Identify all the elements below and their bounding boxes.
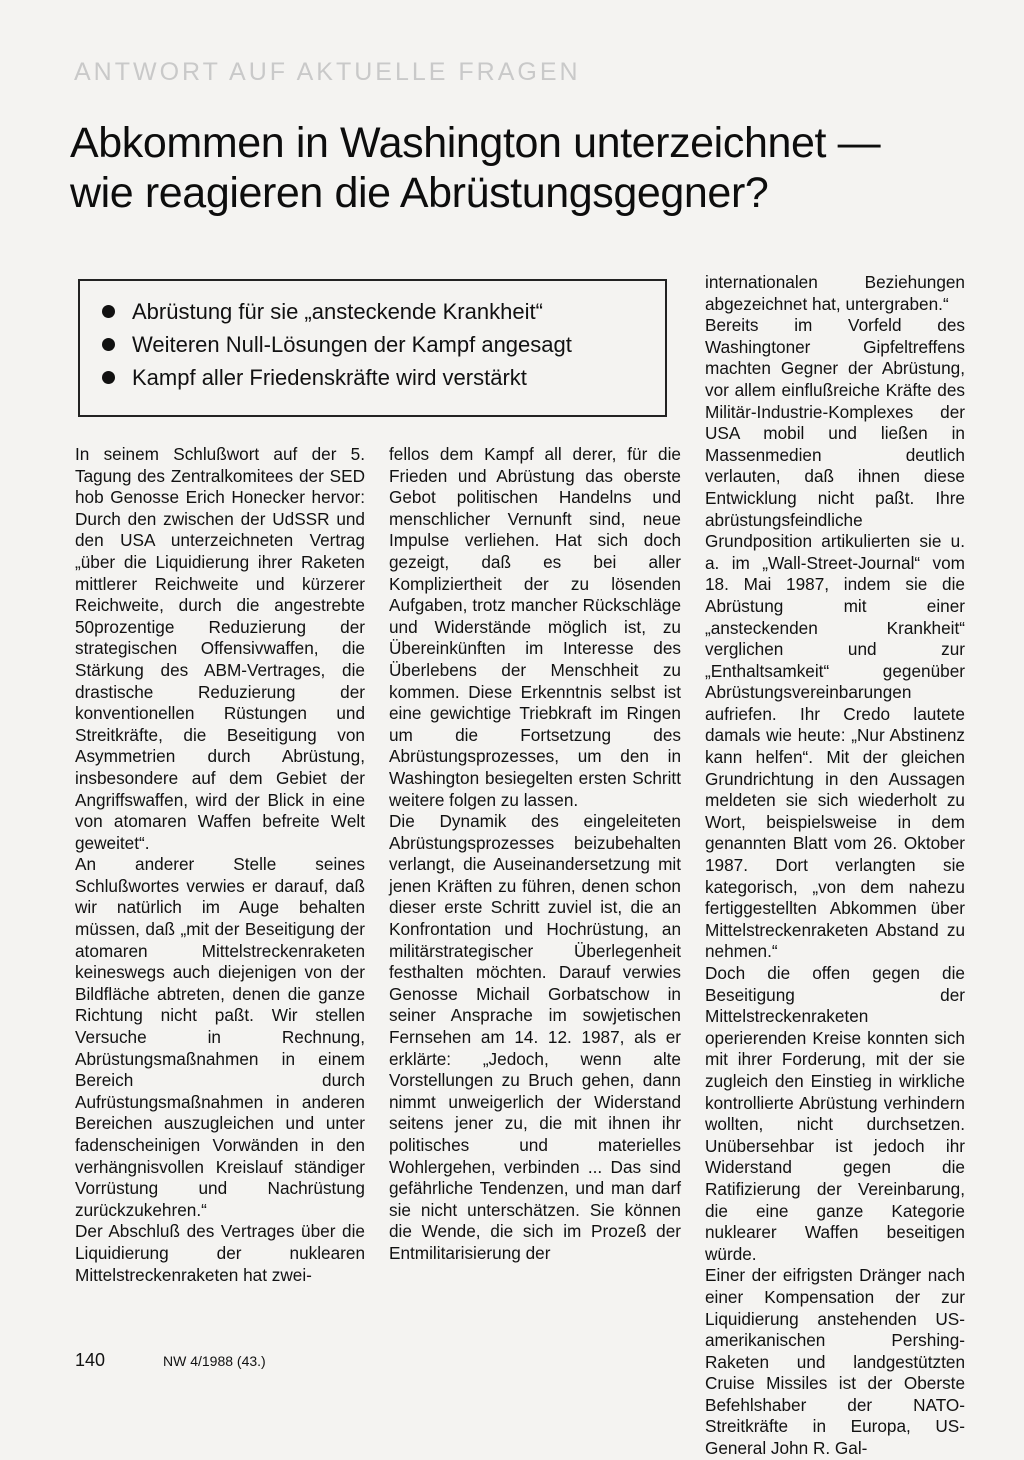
summary-item: [100, 328, 665, 361]
paragraph: Die Dynamik des eingeleiteten Abrüstungsprozesses beizubehalten verlangt, die Auseinandersetzung mit jenen Kräften zu führen, denen schon dieser erste Schritt zuviel ist, die an Konfrontation und Hochrüstung, an militärstrategischer Überlegenheit festhalten möchten. Darauf verwies Genosse Michail Gorbatschow in seiner Ansprache im sowjetischen Fernsehen am 14. 12. 1987, als er erklärte: „Jedoch, wenn alte Vorstellungen zu Bruch gehen, dann nimmt unweigerlich der Widerstand seitens jener zu, die mit ihnen ihr politisches und materielles Wohlergehen, verbinden ... Das sind gefährliche Tendenzen, und man darf sie nicht unterschätzen. Sie können die Wende, die sich im Prozeß der Entmilitarisierung der: [389, 811, 681, 1263]
paragraph: fellos dem Kampf all derer, für die Frieden und Abrüstung das oberste Gebot politischen Handelns und menschlicher Vernunft sind, neue Impulse verliehen. Hat sich doch gezeigt, daß es bei aller Kompliziertheit der zu lösenden Aufgaben, trotz mancher Rückschläge und Widerstände möglich ist, zu Übereinkünften im Interesse des Überlebens der Menschheit zu kommen. Diese Erkenntnis selbst ist eine gewichtige Triebkraft im Ringen um die Fortsetzung des Abrüstungsprozesses, um den in Washington besiegelten ersten Schritt weitere folgen zu lassen.: [389, 444, 681, 810]
page-number: 140: [75, 1350, 106, 1370]
summary-item-text: Kampf aller Friedenskräfte wird verstärkt: [132, 365, 527, 390]
bullet-icon: [102, 305, 115, 318]
paragraph: Der Abschluß des Vertrages über die Liquidierung der nuklearen Mittelstreckenraketen hat zwei-: [75, 1221, 365, 1285]
bullet-icon: [102, 338, 115, 351]
article-column-2: [389, 444, 681, 1265]
paragraph: internationalen Beziehungen abgezeichnet hat, untergraben.“: [705, 272, 965, 314]
summary-item-text: Weiteren Null-Lösungen der Kampf angesagt: [132, 332, 572, 357]
summary-box: [78, 279, 667, 417]
headline-line-2: wie reagieren die Abrüstungsgegner?: [70, 169, 769, 217]
article-column-3: [705, 272, 965, 1460]
summary-item-text: Abrüstung für sie „ansteckende Krankheit“: [132, 299, 543, 324]
paragraph: Bereits im Vorfeld des Washingtoner Gipfeltreffens machten Gegner der Abrüstung, vor allem einflußreiche Kräfte des Militär-Industrie-Komplexes der USA mobil und ließen in Massenmedien deutlich verlauten, daß ihnen diese Entwicklung nicht paßt. Ihre abrüstungsfeindliche Grundposition artikulierten sie u. a. im „Wall-Street-Journal“ vom 18. Mai 1987, indem sie die Abrüstung mit einer „ansteckenden Krankheit“ verglichen und zur „Enthaltsamkeit“ gegenüber Abrüstungsvereinbarungen aufriefen. Ihr Credo lautete damals wie heute: „Nur Abstinenz kann helfen“. Mit der gleichen Grundrichtung in den Aussagen meldeten sie sich wiederholt zu Wort, beispielsweise in dem genannten Blatt vom 26. Oktober 1987. Dort verlangten sie kategorisch, „von dem nahezu fertiggestellten Abkommen über Mittelstreckenraketen Abstand zu nehmen.“: [705, 315, 965, 962]
section-kicker: ANTWORT AUF AKTUELLE FRAGEN: [74, 58, 581, 86]
article-column-1: [75, 444, 365, 1286]
paragraph: Doch die offen gegen die Beseitigung der Mittelstreckenraketen operierenden Kreise konnten sich mit ihrer Forderung, mit der sie zugleich den Einstieg in wirkliche kontrollierte Abrüstung verhindern wollten, nicht durchsetzen. Unübersehbar ist jedoch ihr Widerstand gegen die Ratifizierung der Vereinbarung, die eine ganze Kategorie nuklearer Waffen beseitigen würde.: [705, 963, 965, 1264]
headline-line-1: Abkommen in Washington unterzeichnet —: [70, 119, 881, 167]
paragraph: Einer der eifrigsten Dränger nach einer Kompensation der zur Liquidierung anstehenden US-amerikanischen Pershing-Raketen und landgestützten Cruise Missiles ist der Oberste Befehlshaber der NATO-Streitkräfte in Europa, US-General John R. Gal-: [705, 1265, 965, 1459]
summary-item: [100, 295, 665, 328]
article-headline: [70, 118, 990, 218]
issue-reference: NW 4/1988 (43.): [163, 1353, 266, 1369]
paragraph: In seinem Schlußwort auf der 5. Tagung des Zentralkomitees der SED hob Genosse Erich Honecker hervor: Durch den zwischen der UdSSR und den USA unterzeichneten Vertrag „über die Liquidierung ihrer Raketen mittlerer Reichweite und kürzerer Reichweite, durch die angestrebte 50prozentige Reduzierung der strategischen Offensivwaffen, die Stärkung des ABM-Vertrages, die drastische Reduzierung der konventionellen Rüstungen und Streitkräfte, die Beseitigung von Asymmetrien durch Abrüstung, insbesondere auf dem Gebiet der Angriffswaffen, wird der Blick in eine von atomaren Waffen befreite Welt geweitet“.: [75, 444, 365, 853]
paragraph: An anderer Stelle seines Schlußwortes verwies er darauf, daß wir natürlich im Auge behalten müssen, daß „mit der Beseitigung der atomaren Mittelstreckenraketen keineswegs auch diejenigen von der Bildfläche abtreten, denen die ganze Richtung nicht paßt. Wir stellen Versuche in Rechnung, Abrüstungsmaßnahmen in einem Bereich durch Aufrüstungsmaßnahmen in anderen Bereichen auszugleichen und unter fadenscheinigen Vorwänden in den verhängnisvollen Kreislauf ständiger Vorrüstung und Nachrüstung zurückzukehren.“: [75, 854, 365, 1220]
summary-item: [100, 361, 665, 394]
summary-list: [80, 281, 665, 394]
bullet-icon: [102, 371, 115, 384]
